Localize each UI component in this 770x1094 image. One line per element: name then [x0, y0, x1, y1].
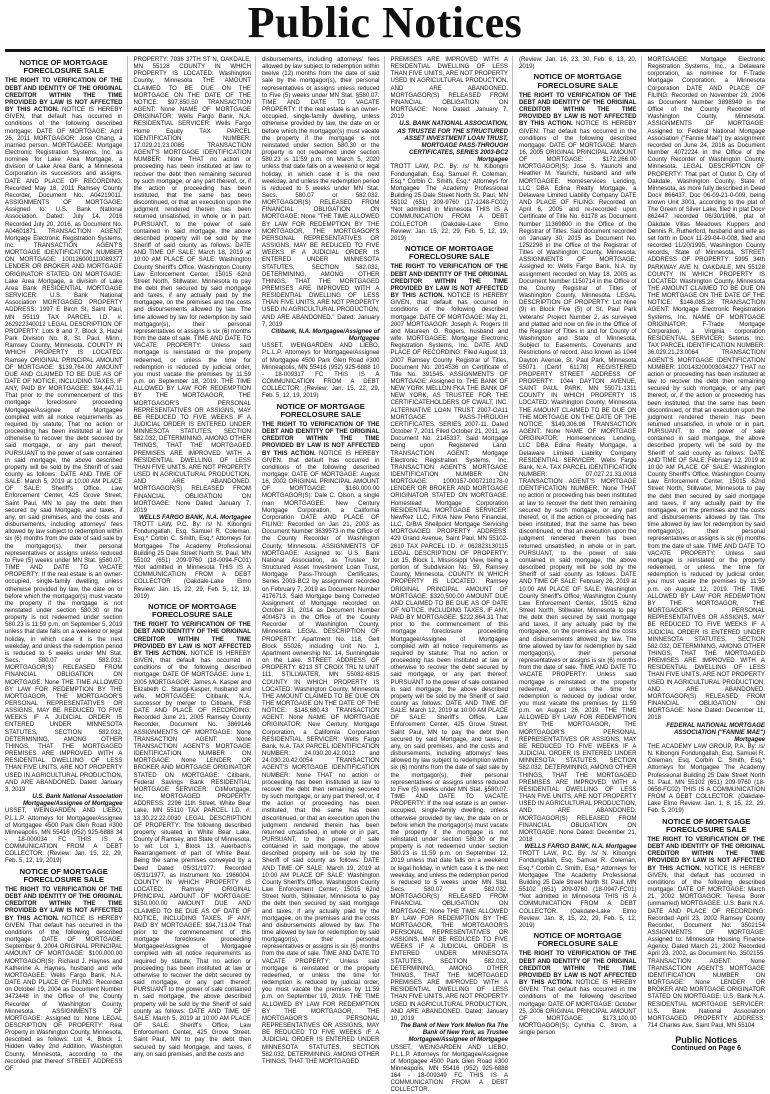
continued-label: Public Notices — [675, 1035, 738, 1046]
continued-page-ref: Continued on Page 6 — [671, 1045, 742, 1053]
notice-attorney-block: THE ACADEMY LAW GROUP, P.A. By: /s/ N. Kibongni Fondungallah, Esq. Samuel R. Coleman, Esq. Corbin C. Smith, Esq.* Attorneys for Mortgagee The Academy Professional Building 25 Dale Street North St. Paul, MN 55102 (651) 209-9760 (18-0658-FC02) THIS IS A COMMUNICATION FROM A DEBT COLLECTOR. (Oakdale-Lake Elmo Review: Jan. 1, 8, 15, 22, 29, Feb. 5, 2019) — [647, 743, 765, 815]
notice-signature: WELLS FARGO BANK, N.A. Mortgagee — [524, 843, 637, 851]
notice-body: PROPERTY: 7036 37TH ST N, OAKDALE, MN 55128 COUNTY IN WHICH PROPERTY IS LOCATED: Washington County, Minnesota THE AMOUNT CLAIMED TO BE DUE ON THE MORTGAGE ON THE DATE OF THE NOTICE: $97,850.50 TRANSACTION AGENT: None NAME OF MORTGAGE ORIGINATOR: Wells Fargo Bank, N.A. RESIDENTIAL SERVICER: Wells Fargo Home Equity TAX PARCEL IDENTIFICATION NUMBER: 17.029.21.23.0085 TRANSACTION AGENT'S MORTGAGE IDENTIFICATION NUMBER: None THAT no action or proceeding has been instituted at law to recover the debt then remaining secured by such mortgage, or any part thereof, or, if the action or proceeding has been instituted, that the same has been discontinued, or that an execution upon the judgment rendered therein has been returned unsatisfied, in whole or in part. PURSUANT, to the power of sale contained in said mortgage, the above described property will be sold by the Sheriff of said county as follows: DATE AND TIME OF SALE: March 18, 2019 at 10:00 AM PLACE OF SALE: Washington County Sheriff's Office, Washington County Law Enforcement Center, 15015 62nd Street North, Stillwater, Minnesota to pay the debt then secured by said mortgage and taxes, if any actually paid by the mortgagee, on the premises and the costs and disbursements allowed by law. The time allowed by law for redemption by said mortgagor(s), their personal representatives or assigns is six (6) months from the date of sale. TIME AND DATE TO VACATE PROPERTY: Unless said mortgage is reinstated or the property redeemed, or unless the time for redemption is reduced by judicial order, you must vacate the premises by 11:59 p.m. on September 18, 2019. THE TIME ALLOWED BY LAW FOR REDEMPTION BY THE MORTGAGOR, THE MORTGAGOR'S PERSONAL REPRESENTATIVES OR ASSIGNS, MAY BE REDUCED TO FIVE WEEKS IF A JUDICIAL ORDER IS ENTERED UNDER MINNESOTA STATUTES, SECTION 582.032, DETERMINING, AMONG OTHER THINGS, THAT THE MORTGAGED PREMISES ARE IMPROVED WITH A RESIDENTIAL DWELLING OF LESS THAN FIVE UNITS, ARE NOT PROPERTY USED IN AGRICULTURAL PRODUCTION, AND ARE ABANDONED. MORTGAGOR(S) RELEASED FROM FINANCIAL OBLIGATION ON MORTGAGE: None Dated: January 7, 2019 — [133, 56, 251, 514]
notice-body: NOTICE IS HEREBY GIVEN, that default has occurred in conditions of the following described mortgage: DATE OF MORTGAGE: June 1, 2005 MORTGAGOR: James A. Kasper and Elizabeth C. Stangl-Kasper, husband and wife. MORTGAGEE: Citibank, N.A. successor by merger to Citibank, FSB DATE AND PLACE OF RECORDING: Recorded June 21, 2005 Ramsey County Recorder, Document No. 3869146 ASSIGNMENTS OF MORTGAGE: None TRANSACTION AGENT: None TRANSACTION AGENT'S MORTGAGE IDENTIFICATION NUMBER ON MORTGAGE: None LENDER OR BROKER AND MORTGAGE ORIGINATOR STATED ON MORTGAGE: Citibank, Federal Savings Bank RESIDENTIAL MORTGAGE SERVICER: CitiMortgage, Inc. MORTGAGED PROPERTY ADDRESS: 2296 11th Street, White Bear Lake, MN 55110 TAX PARCEL I.D. #: 13.30.22.22.0030 LEGAL DESCRIPTION OF PROPERTY: The following described property situated in White Bear Lake, County of Ramsey, and State of Minnesota, to wit: Lot 1, Block 13, Auerbach's Rearrangement of part of White Bear. Being the same premises conveyed by a Deed Dated 05/31/1977, Recorded 05/31/1977, as Instrument No. 1966004. COUNTY IN WHICH PROPERTY IS LOCATED: Ramsey ORIGINAL PRINCIPAL AMOUNT OF MORTGAGE: $150,000.00 AMOUNT DUE AND CLAIMED TO BE DUE AS OF DATE OF NOTICE, INCLUDING TAXES, IF ANY, PAID BY MORTGAGEE: $94,713.04 That prior to the commencement of this mortgage foreclosure proceeding Mortgagee/Assignee of Mortgagee complied with all notice requirements as required by statute; That no action or proceeding has been instituted at law or otherwise to recover the debt secured by said mortgage, or any part thereof; PURSUANT to the power of sale contained in said mortgage, the above described property will be sold by the Sheriff of said county as follows: DATE AND TIME OF SALE: March 5, 2019 at 10:00 AM PLACE OF SALE: Sheriff's Office, Law Enforcement Center, 425 Grove Street, Saint Paul, MN to pay the debt then secured by said Mortgage, and taxes, if any, on said premises, and the costs and — [133, 649, 251, 1058]
legal-notice — [391, 245, 509, 1094]
notice-body: NOTICE IS HEREBY GIVEN: That default has occurred in the conditions of the following described mortgage: DATE OF MORTGAGE: October 25, 2006 ORIGINAL PRINCIPAL AMOUNT OF MORTGAGE: $173,100.00 MORTGAGOR(S): Cynthia C. Strom, a single person — [519, 979, 637, 1037]
notice-text — [519, 950, 637, 1036]
notice-body: MORTGAGEE: Mortgage Electronic Registration Systems, Inc., a Delaware corporation, as nominee for F-Trade Mortgage Corporation, a Minnesota Corporation DATE AND PLACE OF FILING: Recorded on November 29, 2006 as Document Number 3898949 in the Office of the County Recorder of Washington County, Minnesota. ASSIGNMENTS OF MORTGAGE: Assigned to: Federal National Mortgage Association ("Fannie Mae") by assignment recorded on June 24, 2016 as Document Number 4072224 in the Office of the County Recorder of Washington County, Minnesota. LEGAL DESCRIPTION OF PROPERTY: That part of Outlot D, City of Oakdale, Washington County, State of Minnesota, as more fully described in Deed Doc# 866437, Doc 06-09-21-0-009, being known Unit 3001, according to the plat of The Green of Silver Lake, filed in plat Doc# 862447 recorded 06/30/1996, plat of Oakdale Villas Meadows Kuppers and Dennis R. Rutherford, husband and wife as set forth in Doc# 11-29-04-0-008, filed and recorded 11/20/1995, Washington County records, State of Minnesota. STREET ADDRESS OF PROPERTY: 5995 34th PARKWAY AVE N, OAKDALE, MN 55128 COUNTY IN WHICH PROPERTY IS LOCATED: Washington County, Minnesota THE AMOUNT CLAIMED TO BE DUE ON THE MORTGAGE ON THE DATE OF THE NOTICE: $146,085.28 TRANSACTION AGENT: Mortgage Electronic Registration Systems, Inc. NAME OF MORTGAGE ORIGINATOR: F-Trade Mortgage Corporation, a Virginia corporation RESIDENTIAL SERVICER: Seterus, Inc. TAX PARCEL IDENTIFICATION NUMBER: 36.029.21.23.0064 TRANSACTION AGENT'S MORTGAGE IDENTIFICATION NUMBER: 100143200003034327 THAT no action or proceeding has been instituted at law to recover the debt then remaining secured by such mortgage, or any part thereof, or, if the action or proceeding has been instituted, that the same has been discontinued, or that an execution upon the judgment rendered therein has been returned unsatisfied, in whole or in part. PURSUANT, to the power of sale contained in said mortgage, the above described property will be sold by the Sheriff of said county as follows: DATE AND TIME OF SALE: February 12, 2019 at 10:00 AM PLACE OF SALE: Washington County Sheriff's Office, Washington County Law Enforcement Center, 15015 62nd Street North, Stillwater, Minnesota to pay the debt then secured by said mortgage and taxes, if any actually paid by the mortgagee, on the premises and the costs and disbursements allowed by law. The time allowed by law for redemption by said mortgagor(s), their personal representatives or assigns is six (6) months from the date of sale. TIME AND DATE TO VACATE PROPERTY: Unless said mortgage is reinstated or the property redeemed, or unless the time for redemption is reduced by judicial order, you must vacate the premises by 11:59 p.m. on August 12, 2019. THE TIME ALLOWED BY LAW FOR REDEMPTION BY THE MORTGAGOR, THE MORTGAGOR'S PERSONAL REPRESENTATIVES OR ASSIGNS, MAY BE REDUCED TO FIVE WEEKS IF A JUDICIAL ORDER IS ENTERED UNDER MINNESOTA STATUTES, SECTION 582.032, DETERMINING, AMONG OTHER THINGS, THAT THE MORTGAGED PREMISES ARE IMPROVED WITH A RESIDENTIAL DWELLING OF LESS THAN FIVE UNITS, ARE NOT PROPERTY USED IN AGRICULTURAL PRODUCTION, AND ARE ABANDONED. MORTGAGOR(S) RELEASED FROM FINANCIAL OBLIGATION ON MORTGAGE: None Dated: December 11, 2018 — [647, 56, 765, 722]
notice-title: NOTICE OF MORTGAGE FORECLOSURE SALE — [533, 72, 622, 90]
legal-notice — [262, 56, 380, 400]
notice-title: NOTICE OF MORTGAGE FORECLOSURE SALE — [148, 601, 237, 620]
notice-signature: The Bank of New York Mellon fka The Bank of New York, as Trustee Mortgagee/Assignee of Mortgagee — [399, 1022, 508, 1044]
notice-signature: Citibank, N.A. Mortgagee/Assignee of Mortgagee — [271, 327, 380, 343]
legal-notice — [134, 56, 252, 600]
notice-body: disbursements, including attorneys' fees allowed by law subject to redemption within twelve (12) months from the date of said sale by the mortgagor(s), their personal representatives or assigns unless reduced to Five (5) weeks under MN Stat. §580.07. TIME AND DATE TO VACATE PROPERTY: If the real estate is an owner-occupied, single-family dwelling, unless otherwise provided by law, the date on or before which the mortgagor(s) must vacate the property if the mortgage is not reinstated under section 580.30 or the property is not redeemed under section 580.23 is 11:59 p.m. on March 5, 2020 unless that date falls on a weekend or legal holiday, in which case it is the next weekday, and unless the redemption period is reduced to 5 weeks under MN Stat. Secs. 580.07 or 582.032. MORTGAGOR(S) RELEASED FROM FINANCIAL OBLIGATION ON MORTGAGE: None "THE TIME ALLOWED BY LAW FOR REDEMPTION BY THE MORTGAGOR, THE MORTGAGOR'S PERSONAL REPRESENTATIVES OR ASSIGNS, MAY BE REDUCED TO FIVE WEEKS IF A JUDICIAL ORDER IS ENTERED UNDER MINNESOTA STATUTES, SECTION 582.032, DETERMINING, AMONG OTHER THINGS, THAT THE MORTGAGED PREMISES ARE IMPROVED WITH A RESIDENTIAL DWELLING OF LESS THAN FIVE UNITS, ARE NOT PROPERTY USED IN AGRICULTURAL PRODUCTION, AND ARE ABANDONED." Dated: January 7, 2019 — [262, 56, 380, 328]
notice-text — [5, 77, 123, 793]
notice-body: PREMISES ARE IMPROVED WITH A RESIDENTIAL DWELLING OF LESS THAN FIVE UNITS, ARE NOT PROPERTY USED IN AGRICULTURAL PRODUCTION, AND ARE ABANDONED. MORTGAGOR(S) RELEASED FROM FINANCIAL OBLIGATION ON MORTGAGE: None Dated: January 7, 2019 — [390, 56, 508, 121]
notice-text — [262, 56, 380, 328]
notice-body: NOTICE IS HEREBY GIVEN, that default has occurred in conditions of the following described mortgage: DATE OF MORTGAGE: May 21, 2007 MORTGAGOR: Joseph A. Rogers III and Maureen O. Rogers, husband and wife. MORTGAGEE: Mortgage Electronic Registration Systems, Inc. DATE AND PLACE OF RECORDING: Filed August 13, 2007 Ramsey County Registrar of Titles, Document No. 2014536 on Certificate of Title No. 391545. ASSIGNMENTS OF MORTGAGE: Assigned to: THE BANK OF NEW YORK MELLON FKA THE BANK OF NEW YORK, AS TRUSTEE FOR THE CERTIFICATEHOLDERS OF CWALT, INC. ALTERNATIVE LOAN TRUST 2007-OA11 MORTGAGE PASS-THROUGH CERTIFICATES, SERIES 2007-11. Dated October 7, 2011 Filed October 21, 2011, as Document No. 2145337. Said Mortgage being upon Registered Land. TRANSACTION AGENT: Mortgage Electronic Registration Systems, Inc. TRANSACTION AGENT'S MORTGAGE IDENTIFICATION NUMBER ON MORTGAGE: 1000157-0007210178-0 LENDER OR BROKER AND MORTGAGE ORIGINATOR STATED ON MORTGAGE: Homestead Mortgage Corporation RESIDENTIAL MORTGAGE SERVICER: NewRez LLC, F/K/A New Penn Financial, LLC, D/B/A Shellpoint Mortgage Servicing MORTGAGED PROPERTY ADDRESS: 429 Grand Avenue, Saint Paul, MN 55102-2610 TAX PARCEL I.D. #: 062823130115 LEGAL DESCRIPTION OF PROPERTY: Lot 15, Block 1, Mississippi View, being a portion of Subdivision No. 59, Ramsey County, Minnesota. COUNTY IN WHICH PROPERTY IS LOCATED: Ramsey ORIGINAL PRINCIPAL AMOUNT OF MORTGAGE: $320,500.00 AMOUNT DUE AND CLAIMED TO BE DUE AS OF DATE OF NOTICE, INCLUDING TAXES, IF ANY, PAID BY MORTGAGEE: $222,864.31 That prior to the commencement of this mortgage foreclosure proceeding Mortgagee/Assignee of Mortgagee complied with all notice requirements as required by statute; That no action or proceeding has been instituted at law or otherwise to recover the debt secured by said mortgage, or any part thereof; PURSUANT to the power of sale contained in said mortgage, the above described property will be sold by the Sheriff of said county as follows: DATE AND TIME OF SALE: March 12, 2019 at 10:00 AM PLACE OF SALE: Sheriff's Office, Law Enforcement Center, 425 Grove Street, Saint Paul, MN to pay the debt then secured by said Mortgage, and taxes, if any, on said premises, and the costs and disbursements, including attorneys' fees allowed by law subject to redemption within six (6) months from the date of said sale by the mortgagor(s), their personal representatives or assigns unless reduced to Five (5) weeks under MN Stat. §580.07. TIME AND DATE TO VACATE PROPERTY: If the real estate is an owner-occupied, single-family dwelling, unless otherwise provided by law, the date on or before which the mortgagor(s) must vacate the property if the mortgage is not reinstated under section 580.30 or the property is not redeemed under section 580.23 is 11:59 p.m. on September 12, 2019 unless that date falls on a weekend or legal holiday, in which case it is the next weekday, and unless the redemption period is reduced to 5 weeks under MN Stat. Secs. 580.07 or 582.032. MORTGAGOR(S) RELEASED FROM FINANCIAL OBLIGATION ON MORTGAGE: None THE TIME ALLOWED BY LAW FOR REDEMPTION BY THE MORTGAGOR, THE MORTGAGOR'S PERSONAL REPRESENTATIVES OR ASSIGNS, MAY BE REDUCED TO FIVE WEEKS IF A JUDICIAL ORDER IS ENTERED UNDER MINNESOTA STATUTES, SECTION 582.032, DETERMINING, AMONG OTHER THINGS, THAT THE MORTGAGED PREMISES ARE IMPROVED WITH A RESIDENTIAL DWELLING OF LESS THAN FIVE UNITS, ARE NOT PROPERTY USED IN AGRICULTURAL PRODUCTION, AND ARE ABANDONED. Dated: January 10, 2019 — [390, 292, 508, 1022]
notice-lead: THE RIGHT TO VERIFICATION OF THE DEBT AND IDENTITY OF THE ORIGINAL CREDITOR WITHIN THE TIME PROVIDED BY LAW IS NOT AFFECTED BY THIS ACTION. — [262, 420, 380, 457]
notice-text — [134, 621, 252, 1058]
notice-columns — [5, 56, 765, 1094]
notice-attorney-block: USSET, WEINGARDEN AND LIEBO, P.L.L.P. Attorneys for Mortgagee/Assignee of Mortgagee 4500 Park Glen Road #300 Minneapolis, MN 55416 (952) 925-6888 10 - 18-009317 FC THIS IS A COMMUNICATION FROM A DEBT COLLECTOR. (Review: Jan. 15, 22, 29, Feb. 5, 12, 19, 2019) — [262, 342, 380, 400]
notice-text — [648, 56, 766, 722]
legal-notice — [648, 56, 766, 815]
notice-attorney-block: TROTT LAW, P.C. By: /s/ N. Kibongni Fondungallah, Esq. Samuel R. Coleman, Esq.* Corbin C. Smith, Esq.* Attorneys for Mortgagee The Academy Professional Building 25 Dale Street North St. Paul, MN 55102 (651) 209-9760 (17-1248-FC02) *Not admitted in Minnesota THIS IS A COMMUNICATION FROM A DEBT COLLECTOR (Oakdale-Lake Elmo Review: Jan. 15, 22, 29, Feb. 5, 12, 19, 2019) — [390, 163, 508, 242]
legal-notice — [134, 603, 252, 1058]
notice-body: NOTICE IS HEREBY GIVEN, that default has occurred in conditions of the following described mortgage: DATE OF MORTGAGE: March 21, 2002 MORTGAGOR: Teresa Borer (unmarried) MORTGAGEE: U.S. Bank N.A. DATE AND PLACE OF RECORDING: Recorded April 23, 2002 Ramsey County Recorder, Document No. 3502154 ASSIGNMENTS OF MORTGAGE: Assigned to: Minnesota Housing Finance Agency. Dated March 21, 2002 Recorded April 23, 2002, as Document No. 3502155. TRANSACTION AGENT: None TRANSACTION AGENT'S MORTGAGE IDENTIFICATION NUMBER ON MORTGAGE: None LENDER OR BROKER AND MORTGAGE ORIGINATOR STATED ON MORTGAGE: U.S. Bank N.A. RESIDENTIAL MORTGAGE SERVICER: U.S. Bank National Association MORTGAGED PROPERTY ADDRESS: 714 Charles Ave, Saint Paul, MN 55104 — [647, 864, 765, 1030]
legal-notice — [5, 59, 123, 865]
notice-body: NOTICE IS HEREBY GIVEN, that default has occurred in conditions of the following described mortgage: DATE OF MORTGAGE: April 26, 2011 MORTGAGOR: Jose Chang, a married person. MORTGAGEE: Mortgage Electronic Registration Systems, Inc. as nominee for Lake Area Mortgage, a division of Lake Area Bank, a Minnesota Corporation its successors and assigns. DATE AND PLACE OF RECORDING: Recorded May 18, 2011 Ramsey County Recorder, Document No. A04219011. ASSIGNMENTS OF MORTGAGE: Assigned to: U.S. Bank National Association. Dated: July 14, 2016 Recorded July 20, 2016, as Document No. A04601871. TRANSACTION AGENT: Mortgage Electronic Registration Systems, Inc. TRANSACTION AGENT'S MORTGAGE IDENTIFICATION NUMBER ON MORTGAGE: 100126000110089377 LENDER OR BROKER AND MORTGAGE ORIGINATOR STATED ON MORTGAGE: Lake Area Mortgage, a division of Lake Area Bank RESIDENTIAL MORTGAGE SERVICER: U.S. Bank National Association MORTGAGED PROPERTY ADDRESS: 1997 E Birch St, Saint Paul, MN 55119 TAX PARCEL I.D. #: 262922340012 LEGAL DESCRIPTION OF PROPERTY: Lots 8 and 7, Block 3, Hazel Park Division No. 8, St. Paul, Minn., Ramsey County, Minnesota. COUNTY IN WHICH PROPERTY IS LOCATED: Ramsey ORIGINAL PRINCIPAL AMOUNT OF MORTGAGE: $139,764.00 AMOUNT DUE AND CLAIMED TO BE DUE AS OF DATE OF NOTICE, INCLUDING TAXES, IF ANY, PAID BY MORTGAGEE: $94,447.11 That prior to the commencement of this mortgage foreclosure proceeding Mortgagee/Assignee of Mortgagee complied with all notice requirements as required by statute; That no action or proceeding has been instituted at law or otherwise to recover the debt secured by said mortgage, or any part thereof; PURSUANT to the power of sale contained in said mortgage, the above described property will be sold by the Sheriff of said county as follows: DATE AND TIME OF SALE: March 5, 2019 at 10:00 AM PLACE OF SALE: Sheriff's Office, Law Enforcement Center, 425 Grove Street, Saint Paul, MN to pay the debt then secured by said Mortgage, and taxes, if any, on said premises, and the costs and disbursements, including attorneys' fees allowed by law subject to redemption within six (6) months from the date of said sale by the mortgagor(s), their personal representatives or assigns unless reduced to Five (5) weeks under MN Stat. §580.07. TIME AND DATE TO VACATE PROPERTY: If the real estate is an owner-occupied, single-family dwelling, unless otherwise provided by law, the date on or before which the mortgagor(s) must vacate the property if the mortgage is not reinstated under section 580.30 or the property is not redeemed under section 580.23 is 11:59 p.m. on September 5, 2019 unless that date falls on a weekend or legal holiday, in which case it is the next weekday, and unless the redemption period is reduced to 5 weeks under MN Stat. Secs. 580.07 or 582.032. MORTGAGOR(S) RELEASED FROM FINANCIAL OBLIGATION ON MORTGAGE: None THE TIME ALLOWED BY LAW FOR REDEMPTION BY THE MORTGAGOR, THE MORTGAGOR'S PERSONAL REPRESENTATIVES OR ASSIGNS, MAY BE REDUCED TO FIVE WEEKS IF A JUDICIAL ORDER IS ENTERED UNDER MINNESOTA STATUTES, SECTION 582.032, DETERMINING, AMONG OTHER THINGS, THAT THE MORTGAGED PREMISES ARE IMPROVED WITH A RESIDENTIAL DWELLING OF LESS THAN FIVE UNITS, ARE NOT PROPERTY USED IN AGRICULTURAL PRODUCTION, AND ARE ABANDONED. Dated: January 3, 2019 — [5, 106, 123, 793]
notice-attorney-block: TROTT LAW, P.C. By: /s/ N. Kibongni Fondungallah, Esq. Samuel R. Coleman, Esq.* Corbin C. Smith, Esq.* Attorneys for Mortgagee The Academy Professional Building 25 Dale Street North St. Paul, MN 55102 (651) 209-9760 (18-0094-FC01) *Not admitted in Minnesota THIS IS A COMMUNICATION FROM A DEBT COLLECTOR (Oakdale-Lake Elmo Review: Jan. 15, 22, 29, Feb. 5, 12, 19, 2019) — [133, 521, 251, 600]
notice-lead: THE RIGHT TO VERIFICATION OF THE DEBT AND IDENTITY OF THE ORIGINAL CREDITOR WITHIN THE TIME PROVIDED BY LAW IS NOT AFFECTED BY THIS ACTION. — [519, 950, 637, 987]
notice-title: NOTICE OF MORTGAGE FORECLOSURE SALE — [276, 401, 365, 419]
legal-notice — [648, 818, 766, 1030]
notice-lead: THE RIGHT TO VERIFICATION OF THE DEBT AND IDENTITY OF THE ORIGINAL CREDITOR WITHIN THE TIME PROVIDED BY LAW IS NOT AFFECTED BY THIS ACTION. — [390, 263, 508, 300]
notice-lead: THE RIGHT TO VERIFICATION OF THE DEBT AND IDENTITY OF THE ORIGINAL CREDITOR WITHIN THE TIME PROVIDED BY LAW IS NOT AFFECTED BY THIS ACTION. — [647, 835, 765, 872]
column-2 — [133, 56, 257, 1058]
notice-attorney-block: USSET, WEINGARDEN AND LIEBO, P.L.L.P. Attorneys for Mortgagee/Assignee of Mortgagee 4500 Park Glen Road #300 Minneapolis, MN 55416 (952) 925-6888 164 - 18-009349 FC THIS IS A COMMUNICATION FROM A DEBT COLLECTOR. — [390, 1043, 508, 1094]
column-4 — [390, 56, 514, 1094]
notice-signature: U.S. Bank National Association Mortgagee/Assignee of Mortgagee — [22, 793, 123, 808]
column-1 — [5, 56, 128, 1072]
notice-text — [262, 421, 380, 1065]
notice-text — [648, 836, 766, 1029]
legal-notice — [519, 932, 637, 1036]
notice-signature: U.S. BANK NATIONAL ASSOCIATION, AS TRUSTEE FOR THE STRUCTURED ASSET INVESTMENT LOAN TRUST, MORTGAGE PASS-THROUGH CERTIFICATES, SERIES 2003-BC2 Mortgagee — [397, 120, 508, 164]
legal-notice — [519, 56, 637, 70]
notice-body: NOTICE IS HEREBY GIVEN, that default has occurred in conditions of the following described mortgage: DATE OF MORTGAGE: August 16, 2002 ORIGINAL PRINCIPAL AMOUNT OF MORTGAGE: $160,000.00 MORTGAGOR(S): Dale C. Olson, a single man MORTGAGEE: New Century Mortgage Corporation, a California Corporation DATE AND PLACE OF FILING: Recorded on Jan 21, 2003 as Document Number 3639573 in the Office of the County Recorder of Washington County, Minnesota. ASSIGNMENTS OF MORTGAGE: Assigned to: U.S. Bank National Association, as Trustee for Structured Asset Investment Loan Trust, Mortgage Pass-Through Certificates, Series 2003-BC2 by assignment recorded on February 7, 2019 as Document Number 4176713. Said Mortgage being Corrected Assignment of Mortgage recorded on October 31, 2014 as Document Number 4004573 in the Office of the County Recorder of Washington County, Minnesota. LEGAL DESCRIPTION OF PROPERTY: Apartment No. 118, Gelt Block 55026; including Unit No. 1, Apartment ownership No. 14, Sunningdale on the Lake. STREET ADDRESS OF PROPERTY: 6213 ST CROIX TRL N UNIT 111, STILLWATER, MN 55082-6815 COUNTY IN WHICH PROPERTY IS LOCATED: Washington County, Minnesota THE AMOUNT CLAIMED TO BE DUE ON THE MORTGAGE ON THE DATE OF THE NOTICE: $145,680.43 TRANSACTION AGENT: None NAME OF MORTGAGE ORIGINATOR: New Century Mortgage Corporation, a California Corporation RESIDENTIAL SERVICER: Wells Fargo Bank, N.A. TAX PARCEL IDENTIFICATION NUMBER: 24.030.20.42.0012 and 24.030.20.42.0054 TRANSACTION AGENT'S MORTGAGE IDENTIFICATION NUMBER: None THAT no action or proceeding has been instituted at law to recover the debt then remaining secured by such mortgage, or any part thereof, or, if the action or proceeding has been instituted, that the same has been discontinued, or that an execution upon the judgment rendered therein has been returned unsatisfied, in whole or in part. PURSUANT, to the power of sale contained in said mortgage, the above described property will be sold by the Sheriff of said county as follows: DATE AND TIME OF SALE: March 19, 2019 at 10:00 AM PLACE OF SALE: Washington County Sheriff's Office, Washington County Law Enforcement Center, 15015 62nd Street North, Stillwater, Minnesota to pay the debt then secured by said mortgage and taxes, if any actually paid by the mortgagee, on the premises and the costs and disbursements allowed by law. The time allowed by law for redemption by said mortgagor(s), their personal representatives or assigns is six (6) months from the date of sale. TIME AND DATE TO VACATE PROPERTY: Unless said mortgage is reinstated or the property redeemed, or unless the time for redemption is reduced by judicial order, you must vacate the premises by 11:59 p.m. on September 19, 2019. THE TIME ALLOWED BY LAW FOR REDEMPTION BY THE MORTGAGOR, THE MORTGAGOR'S PERSONAL REPRESENTATIVES OR ASSIGNS, MAY BE REDUCED TO FIVE WEEKS IF A JUDICIAL ORDER IS ENTERED UNDER MINNESOTA STATUTES, SECTION 582.032, DETERMINING, AMONG OTHER THINGS, THAT THE MORTGAGED — [262, 449, 380, 1065]
notice-attorney-block: TROTT LAW, P.C. By: /s/ N. Kibongni Fondungallah, Esq. Samuel R. Coleman, Esq.* Corbin C. Smith, Esq.* Attorneys for Mortgagee The Academy Professional Building 25 Dale Street North St. Paul, MN 55102 (651) 209-9760 (18-0947-FC01) *Not admitted in Minnesota THIS IS A COMMUNICATION FROM A DEBT COLLECTOR. (Oakdale-Lake Elmo Review: Jan. 8, 15, 22, 29, Feb. 5, 12, 2019) — [519, 850, 637, 929]
notice-title: NOTICE OF MORTGAGE FORECLOSURE SALE — [533, 931, 622, 949]
notice-signature: WELLS FARGO BANK, N.A. Mortgagee — [138, 514, 251, 521]
legal-notice — [519, 73, 637, 929]
notice-title: NOTICE OF MORTGAGE FORECLOSURE SALE — [405, 244, 494, 262]
notice-body: NOTICE IS HEREBY GIVEN: That default has occurred in the conditions of the following described mortgage: DATE OF MORTGAGE: March 16, 2005 ORIGINAL PRINCIPAL AMOUNT OF MORTGAGE: $172,266.00 MORTGAGOR(S): Jose S. Yaurichi and Heather M. Yaurichi, husband and wife MORTGAGEE: Homeservices Lending, LLC DBA Edina Realty Mortgage, a Delaware Limited Liability Company DATE AND PLACE OF FILING: Recorded on April 6, 2005 and re-recorded upon Certificate of Title No. 61178 as Document Number 11369800 in the Office of the Registrar of Titles. Said document recorded on January 30, 2015 as Document No. 1252298 in the Office of the Registrar of Titles of Washington County, Minnesota. ASSIGNMENTS OF MORTGAGE: Assigned to: Wells Fargo Bank, N.A. by assignment recorded on May 18, 2005 as Document Number 1150714 in the Office of the County Registrar of Titles of Washington County, Minnesota. LEGAL DESCRIPTION OF PROPERTY: Lot Nine (9) in Block Five (5) of St. Paul Park Veterans' Project Number 2, as surveyed and platted and now on file in the Office of the Register of Titles in and for County of Washington and State of Minnesota. Subject to: Easements, Covenants and Restrictions of record. Also known as 1044 Dayton Avenue, St. Paul Park, Minnesota 55071 (Certif 61178) REGISTERED PROPERTY STREET ADDRESS OF PROPERTY: 1044 DAYTON AVENUE, SAINT PAUL PARK, MN 55071-1311 COUNTY IN WHICH PROPERTY IS LOCATED: Washington County, Minnesota THE AMOUNT CLAIMED TO BE DUE ON THE MORTGAGE ON THE DATE OF THE NOTICE: $149,306.98 TRANSACTION AGENT: None NAME OF MORTGAGE ORIGINATOR: Homeservices Lending, LLC DBA Edina Realty Mortgage, a Delaware Limited Liability Company RESIDENTIAL SERVICER: Wells Fargo Bank, N.A. TAX PARCEL IDENTIFICATION NUMBER: 07.027.21.33.0018 TRANSACTION AGENT'S MORTGAGE IDENTIFICATION NUMBER: None THAT no action or proceeding has been instituted at law to recover the debt then remaining secured by such mortgage, or any part thereof, or, if the action or proceeding has been instituted, that the same has been discontinued, or that an execution upon the judgment rendered therein has been returned unsatisfied, in whole or in part. PURSUANT, to the power of sale contained in said mortgage, the above described property will be sold by the Sheriff of said county as follows: DATE AND TIME OF SALE: February 26, 2019 at 10:00 AM PLACE OF SALE: Washington County Sheriff's Office, Washington County Law Enforcement Center, 15015 62nd Street North, Stillwater, Minnesota to pay the debt then secured by said mortgage and taxes, if any actually paid by the mortgagee, on the premises and the costs and disbursements allowed by law. The time allowed by law for redemption by said mortgagor(s), their personal representatives or assigns is six (6) months from the date of sale. TIME AND DATE TO VACATE PROPERTY: Unless said mortgage is reinstated or the property redeemed, or unless the time for redemption is reduced by judicial order, you must vacate the premises by 11:59 p.m. on August 26, 2019. THE TIME ALLOWED BY LAW FOR REDEMPTION BY THE MORTGAGOR, THE MORTGAGOR'S PERSONAL REPRESENTATIVES OR ASSIGNS, MAY BE REDUCED TO FIVE WEEKS IF A JUDICIAL ORDER IS ENTERED UNDER MINNESOTA STATUTES, SECTION 582.032, DETERMINING, AMONG OTHER THINGS, THAT THE MORTGAGED PREMISES ARE IMPROVED WITH A RESIDENTIAL DWELLING OF LESS THAN FIVE UNITS, ARE NOT PROPERTY USED IN AGRICULTURAL PRODUCTION, AND ARE ABANDONED. MORTGAGOR(S) RELEASED FROM FINANCIAL OBLIGATION ON MORTGAGE: None Dated: December 21, 2018 — [519, 120, 637, 843]
notice-attorney-block: USSET, WEINGARDEN AND LIEBO, P.L.L.P. Attorneys for Mortgagee/Assignee of Mortgagee 4500 Park Glen Road #300 Minneapolis, MN 55416 (952) 925-6888 34 - 18-000034 FC THIS IS A COMMUNICATION FROM A DEBT COLLECTOR. (Review: Jan. 15, 22, 29, Feb. 5, 12, 19, 2019) — [5, 807, 123, 865]
notice-text — [519, 92, 637, 843]
notice-text — [391, 263, 509, 1022]
notice-body: NOTICE IS HEREBY GIVEN: That default has occurred in the conditions of the following described mortgage: DATE OF MORTGAGE: September 9, 2004 ORIGINAL PRINCIPAL AMOUNT OF MORTGAGE: $100,000.00 MORTGAGOR(S): Richard J. Haynes and Katherine A. Haynes, husband and wife MORTGAGEE: Wells Fargo Bank, N.A. DATE AND PLACE OF FILING: Recorded on October 19, 2004 as Document Number 3472448 in the Office of the County Recorder of Washington County, Minnesota. ASSIGNMENTS OF MORTGAGE: Assigned to: None LEGAL DESCRIPTION OF PROPERTY: Real Property in Washington County, Minnesota, described as follows: Lot 4, Block 1, Hidden Valley 2nd Addition, Washington County, Minnesota, according to the recorded plat thereof STREET ADDRESS OF — [5, 914, 123, 1072]
column-5 — [519, 56, 642, 1037]
notice-lead: THE RIGHT TO VERIFICATION OF THE DEBT AND IDENTITY OF THE ORIGINAL CREDITOR WITHIN THE TIME PROVIDED BY LAW IS NOT AFFECTED BY THIS ACTION. — [519, 91, 637, 128]
notice-title: NOTICE OF MORTGAGE FORECLOSURE SALE — [19, 58, 108, 76]
column-3 — [262, 56, 385, 1065]
legal-notice — [5, 868, 123, 1072]
column-6 — [647, 56, 766, 1053]
notice-text — [5, 886, 123, 1072]
notice-body: (Review: Jan. 16, 23, 30, Feb. 6, 13, 20, 2019) — [519, 56, 637, 71]
notice-text — [391, 56, 509, 120]
notice-text — [134, 56, 252, 514]
notice-lead: THE RIGHT TO VERIFICATION OF THE DEBT AND IDENTITY OF THE ORIGINAL CREDITOR WITHIN THE TIME PROVIDED BY LAW IS NOT AFFECTED BY THIS ACTION. — [133, 621, 251, 657]
continued-notice — [648, 1035, 766, 1053]
notice-lead: THE RIGHT TO VERIFICATION OF THE DEBT AND IDENTITY OF THE ORIGINAL CREDITOR WITHIN THE TIME PROVIDED BY LAW IS NOT AFFECTED BY THIS ACTION. — [5, 886, 123, 922]
notice-lead: THE RIGHT TO VERIFICATION OF THE DEBT AND IDENTITY OF THE ORIGINAL CREDITOR WITHIN THE TIME PROVIDED BY LAW IS NOT AFFECTED BY THIS ACTION. — [5, 77, 123, 114]
legal-notice — [391, 56, 509, 242]
legal-notice — [262, 403, 380, 1065]
notice-signature: FEDERAL NATIONAL MORTGAGE ASSOCIATION ("FANNIE MAE") Mortgagee — [666, 721, 765, 743]
masthead — [5, 0, 765, 52]
notice-title: NOTICE OF MORTGAGE FORECLOSURE SALE — [19, 866, 108, 884]
notice-text — [519, 56, 637, 70]
notice-title: NOTICE OF MORTGAGE FORECLOSURE SALE — [662, 816, 751, 834]
page-title: Public Notices — [247, 0, 523, 47]
